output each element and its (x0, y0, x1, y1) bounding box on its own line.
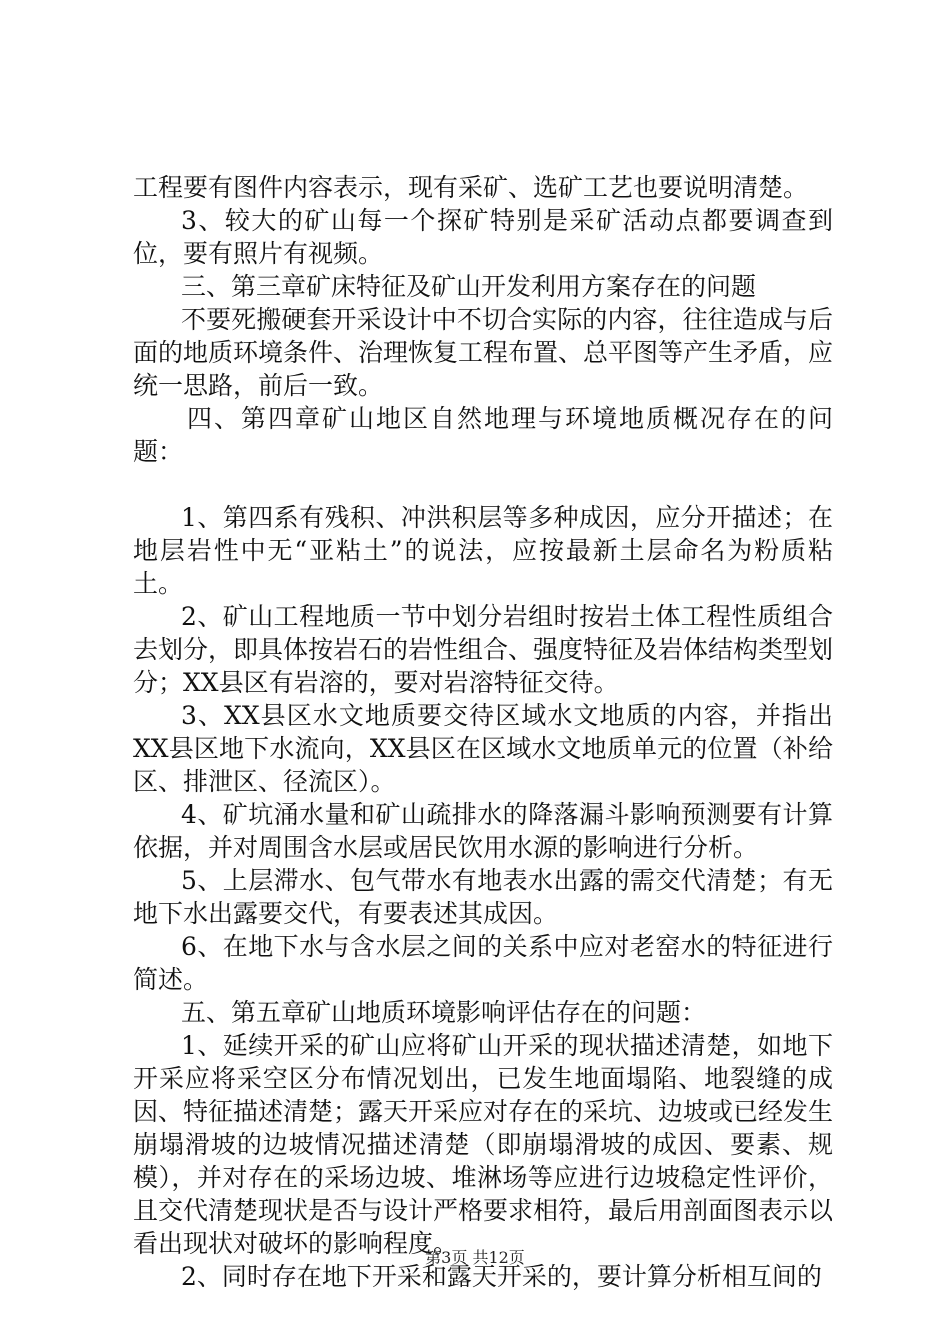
section-heading-3: 三、第三章矿床特征及矿山开发利用方案存在的问题 (181, 272, 757, 301)
paragraph-item-6-old-kiln-water: 6、在地下水与含水层之间的关系中应对老窑水的特征进行简述。 (133, 932, 833, 994)
paragraph-item-1-quaternary: 1、第四系有残积、冲洪积层等多种成因，应分开描述；在地层岩性中无“亚粘土”的说法，应按最新土层命名为粉质粘土。 (133, 503, 833, 598)
paragraph-item-5-perched-water: 5、上层滞水、包气带水有地表水出露的需交代清楚；有无地下水出露要交代，有要表述其成因。 (133, 866, 833, 928)
paragraph-item-2-combined-mining: 2、同时存在地下开采和露天开采的，要计算分析相互间的 (181, 1262, 822, 1291)
section-heading-5: 五、第五章矿山地质环境影响评估存在的问题： (181, 998, 707, 1027)
paragraph-item-2-engineering-geology: 2、矿山工程地质一节中划分岩组时按岩土体工程性质组合去划分，即具体按岩石的岩性组合、强度特征及岩体结构类型划分；XX县区有岩溶的，要对岩溶特征交待。 (133, 602, 834, 697)
paragraph-item-4-water-inflow: 4、矿坑涌水量和矿山疏排水的降落漏斗影响预测要有计算依据，并对周围含水层或居民饮用水源的影响进行分析。 (133, 800, 833, 862)
paragraph-item-3-survey: 3、较大的矿山每一个探矿特别是采矿活动点都要调查到位，要有照片有视频。 (133, 206, 833, 268)
paragraph-continuation: 工程要有图件内容表示，现有采矿、选矿工艺也要说明清楚。 (133, 173, 809, 202)
section-heading-4: 四、第四章矿山地区自然地理与环境地质概况存在的问题： (133, 404, 833, 466)
paragraph-section-3-body: 不要死搬硬套开采设计中不切合实际的内容，往往造成与后面的地质环境条件、治理恢复工程布置、总平图等产生矛盾，应统一思路，前后一致。 (133, 305, 834, 400)
paragraph-item-3-hydrogeology: 3、XX县区水文地质要交待区域水文地质的内容，并指出XX县区地下水流向，XX县区在区域水文地质单元的位置（补给区、排泄区、径流区）。 (133, 701, 833, 796)
page-number-footer: 第3页 共12页 (425, 1248, 525, 1267)
document-body (133, 171, 833, 1293)
paragraph-item-1-existing-mining: 1、延续开采的矿山应将矿山开采的现状描述清楚，如地下开采应将采空区分布情况划出，已发生地面塌陷、地裂缝的成因、特征描述清楚；露天开采应对存在的采坑、边坡或已经发生崩塌滑坡的边坡情况描述清楚（即崩塌滑坡的成因、要素、规模），并对存在的采场边坡、堆淋场等应进行边坡稳定性评价，且交代清楚现状是否与设计严格要求相符，最后用剖面图表示以看出现状对破坏的影响程度。 (133, 1031, 834, 1258)
